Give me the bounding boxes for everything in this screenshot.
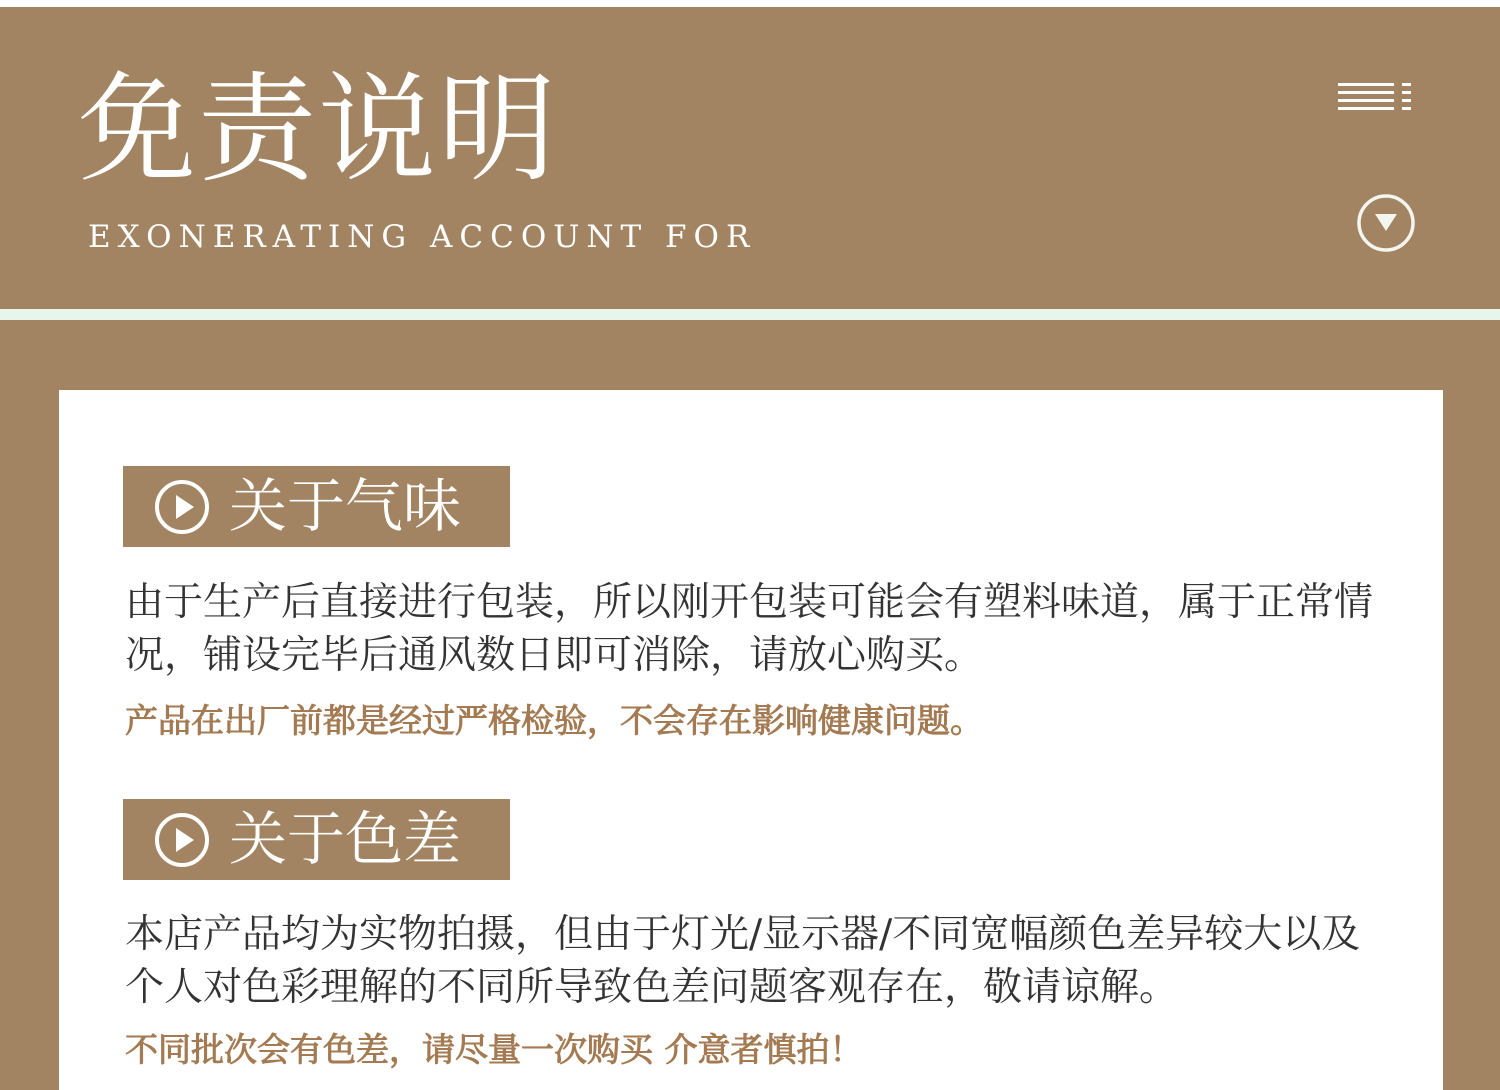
page-subtitle: EXONERATING ACCOUNT FOR <box>88 219 757 255</box>
section-highlight-smell: 产品在出厂前都是经过严格检验，不会存在影响健康问题。 <box>125 701 983 740</box>
content-card <box>59 390 1443 1090</box>
section-body-smell: 由于生产后直接进行包装，所以刚开包装可能会有塑料味道，属于正常情况，铺设完毕后通风数日即可消除，请放心购买。 <box>125 580 1374 678</box>
section-title-smell: 关于气味 <box>229 472 462 540</box>
section-header-smell <box>123 466 510 547</box>
header-banner <box>0 7 1500 309</box>
play-down-icon[interactable] <box>1355 192 1417 254</box>
top-strip <box>0 0 1500 7</box>
menu-icon[interactable] <box>1336 77 1416 117</box>
section-highlight-color: 不同批次会有色差，请尽量一次购买 介意者慎拍！ <box>125 1030 863 1069</box>
play-icon <box>153 478 211 536</box>
page-title: 免责说明 <box>78 60 559 198</box>
play-icon <box>153 811 211 869</box>
section-body-color: 本店产品均为实物拍摄，但由于灯光/显示器/不同宽幅颜色差异较大以及个人对色彩理解的不同所导致色差问题客观存在，敬请谅解。 <box>125 912 1361 1010</box>
section-title-color: 关于色差 <box>229 805 462 873</box>
mint-divider <box>0 309 1500 320</box>
section-header-color <box>123 799 510 880</box>
